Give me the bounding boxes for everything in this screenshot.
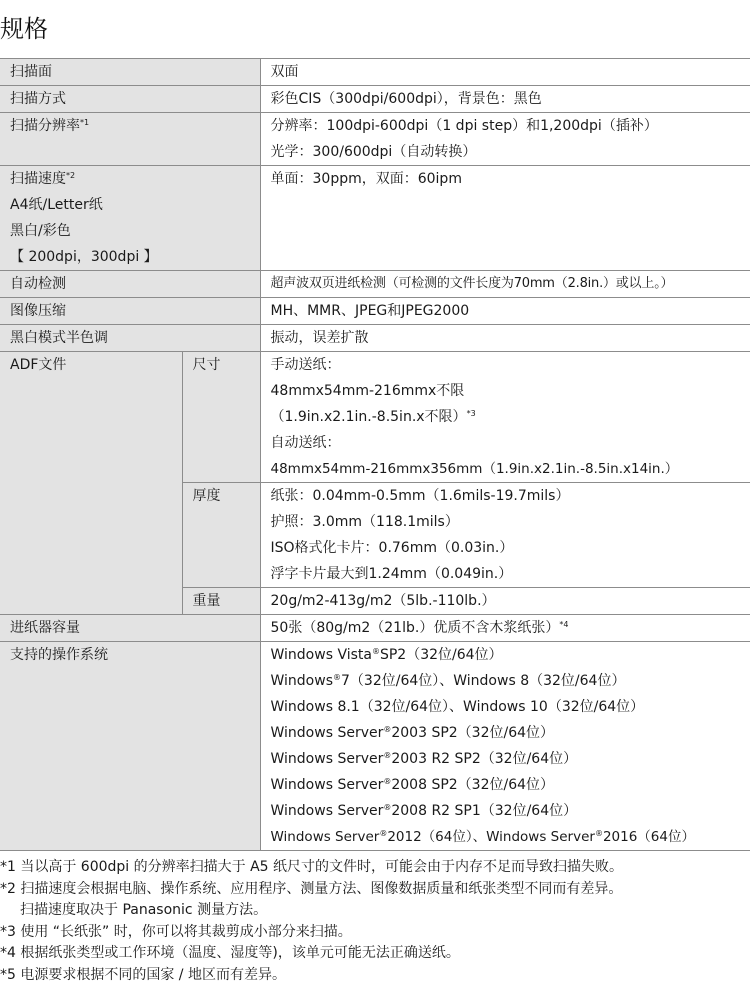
os-text: 2016（64位） <box>602 829 695 845</box>
scan-method-label: 扫描方式 <box>0 86 260 113</box>
capacity-value-cell <box>260 615 750 642</box>
os-line <box>271 798 750 824</box>
footnote: *5 电源要求根据不同的国家 / 地区而有差异。 <box>0 966 286 983</box>
os-text: Windows Server <box>270 803 384 819</box>
os-line <box>271 668 750 694</box>
resolution-value <box>260 113 750 166</box>
registered-mark: ® <box>383 725 392 734</box>
adf-thickness-label: 厚度 <box>182 483 260 588</box>
registered-mark: ® <box>383 751 392 760</box>
registered-mark: ® <box>379 829 388 838</box>
spec-table <box>0 58 750 851</box>
table-row <box>0 271 750 298</box>
os-text: 2012（64位）、Windows Server <box>387 829 595 845</box>
os-text: Windows Vista <box>270 647 372 663</box>
adf-thickness-line: ISO格式化卡片：0.76mm（0.03in.） <box>270 540 514 556</box>
adf-thickness-line: 纸张：0.04mm-0.5mm（1.6mils-19.7mils） <box>270 488 570 504</box>
footnote: *2 扫描速度会根据电脑、操作系统、应用程序、测量方法、图像数据质量和纸张类型不同而有差异。 <box>0 880 623 897</box>
registered-mark: ® <box>594 829 603 838</box>
table-row <box>0 325 750 352</box>
table-row <box>0 615 750 642</box>
os-line <box>271 642 750 668</box>
resolution-line: 光学：300/600dpi（自动转换） <box>270 144 477 160</box>
os-text: Windows Server <box>270 725 384 741</box>
footnote-marker: *4 <box>559 620 569 629</box>
os-text: SP2（32位/64位） <box>379 647 503 663</box>
scan-side-value: 双面 <box>260 59 750 86</box>
os-text: 2003 R2 SP2（32位/64位） <box>391 751 578 767</box>
registered-mark: ® <box>383 777 392 786</box>
registered-mark: ® <box>371 647 380 656</box>
table-row <box>0 59 750 86</box>
capacity-label: 进纸器容量 <box>0 615 260 642</box>
auto-detect-value <box>260 271 750 298</box>
os-text: 7（32位/64位）、Windows 8（32位/64位） <box>341 673 626 689</box>
speed-label-line: A4纸/Letter纸 <box>10 197 103 213</box>
speed-value: 单面：30ppm，双面：60ipm <box>260 166 750 271</box>
footnote-marker: *1 <box>80 118 90 127</box>
os-label: 支持的操作系统 <box>0 642 260 851</box>
adf-size-line: 自动送纸： <box>270 435 341 451</box>
table-row <box>0 166 750 271</box>
adf-weight-label: 重量 <box>182 588 260 615</box>
os-value <box>260 642 750 851</box>
footnote: *3 使用 “长纸张” 时，你可以将其裁剪成小部分来扫描。 <box>0 923 352 940</box>
adf-size-line: 48mmx54mm-216mmx356mm（1.9in.x2.1in.-8.5in.x14in.） <box>270 461 679 477</box>
auto-detect-text: 超声波双页进纸检测（可检测的文件长度为70mm（2.8in.）或以上。） <box>270 276 674 291</box>
adf-thickness-value <box>260 483 750 588</box>
compression-label: 图像压缩 <box>0 298 260 325</box>
os-text: Windows <box>270 673 333 689</box>
adf-size-line: 48mmx54mm-216mmx不限 <box>270 383 465 399</box>
compression-value: MH、MMR、JPEG和JPEG2000 <box>260 298 750 325</box>
adf-thickness-line: 浮字卡片最大到1.24mm（0.049in.） <box>270 566 513 582</box>
speed-label-cell <box>0 166 260 271</box>
table-row <box>0 86 750 113</box>
scan-method-value: 彩色CIS（300dpi/600dpi），背景色：黑色 <box>260 86 750 113</box>
table-row <box>0 113 750 166</box>
registered-mark: ® <box>383 803 392 812</box>
os-line <box>271 772 750 798</box>
speed-label-line: 【 200dpi，300dpi 】 <box>10 249 158 265</box>
table-row <box>0 298 750 325</box>
os-line: Windows 8.1（32位/64位）、Windows 10（32位/64位） <box>270 699 645 715</box>
adf-thickness-line: 护照：3.0mm（118.1mils） <box>270 514 459 530</box>
halftone-label: 黑白模式半色调 <box>0 325 260 352</box>
capacity-value: 50张（80g/m2（21lb.）优质不含木浆纸张） <box>270 620 560 636</box>
adf-label: ADF文件 <box>0 352 182 615</box>
footnote: 扫描速度取决于 Panasonic 测量方法。 <box>20 902 268 918</box>
adf-size-line: 手动送纸： <box>270 357 341 373</box>
adf-size-text: （1.9in.x2.1in.-8.5in.x不限） <box>270 409 467 425</box>
table-row <box>0 642 750 851</box>
os-line <box>271 746 750 772</box>
footnote: *4 根据纸张类型或工作环境（温度、湿度等)，该单元可能无法正确送纸。 <box>0 945 460 961</box>
resolution-label-cell <box>0 113 260 166</box>
speed-label-line <box>10 166 260 192</box>
registered-mark: ® <box>333 673 341 682</box>
os-text: 2008 R2 SP1（32位/64位） <box>391 803 578 819</box>
table-row <box>0 352 750 483</box>
footnote: *1 当以高于 600dpi 的分辨率扫描大于 A5 纸尺寸的文件时，可能会由于内存不足而导致扫描失败。 <box>0 859 624 875</box>
adf-size-line <box>271 404 750 430</box>
page-title: 规格 <box>0 15 48 43</box>
scan-side-label: 扫描面 <box>0 59 260 86</box>
adf-weight-value: 20g/m2-413g/m2（5lb.-110lb.） <box>260 588 750 615</box>
speed-label: 扫描速度 <box>10 171 66 187</box>
halftone-value: 振动，误差扩散 <box>260 325 750 352</box>
os-line <box>271 720 750 746</box>
speed-label-line: 黑白/彩色 <box>10 223 71 239</box>
os-text: Windows Server <box>270 777 384 793</box>
os-line <box>271 824 750 850</box>
footnotes <box>0 857 750 986</box>
auto-detect-label: 自动检测 <box>0 271 260 298</box>
os-text: Windows Server <box>270 829 380 845</box>
os-text: Windows Server <box>270 751 384 767</box>
resolution-line: 分辨率：100dpi-600dpi（1 dpi step）和1,200dpi（插补） <box>270 118 658 134</box>
resolution-label: 扫描分辨率 <box>10 118 80 134</box>
os-text: 2003 SP2（32位/64位） <box>391 725 555 741</box>
footnote-marker: *2 <box>66 171 76 180</box>
adf-size-value <box>260 352 750 483</box>
adf-size-label: 尺寸 <box>182 352 260 483</box>
os-text: 2008 SP2（32位/64位） <box>391 777 555 793</box>
footnote-marker: *3 <box>466 409 476 418</box>
